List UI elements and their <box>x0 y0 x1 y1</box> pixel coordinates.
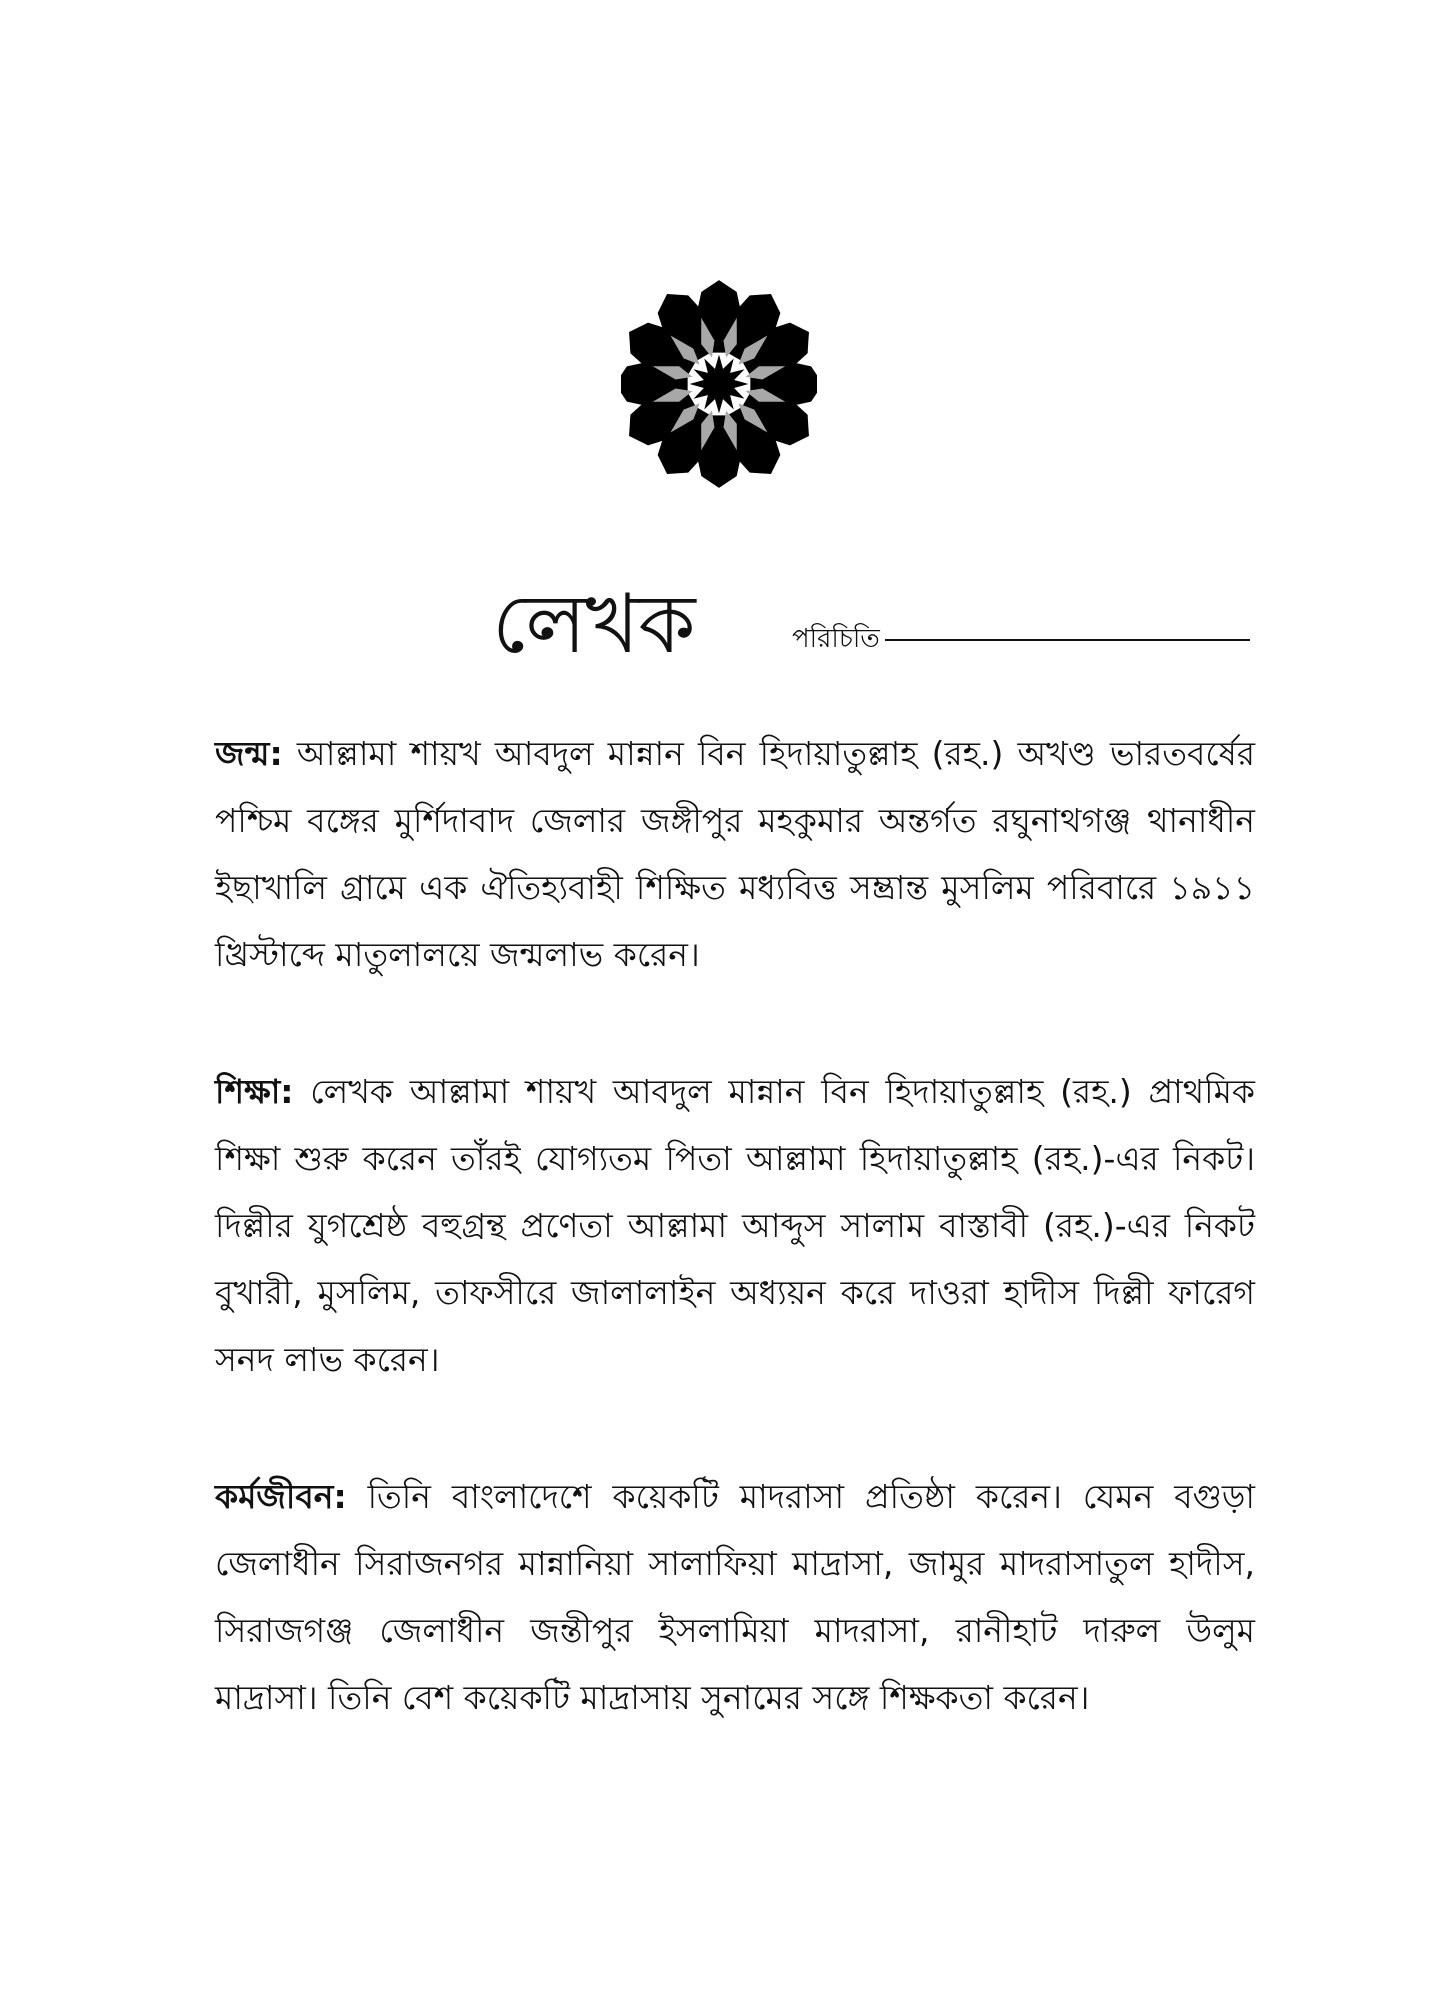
education-text: লেখক আল্লামা শায়খ আবদুল মান্নান বিন হিদায়াতুল্লাহ (রহ.) প্রাথমিক শিক্ষা শুরু করেন তাঁরই যোগ্যতম পিতা আল্লামা হিদায়াতুল্লাহ (রহ.)-এর নিকট। দিল্লীর যুগশ্রেষ্ঠ বহুগ্রন্থ প্রণেতা আল্লামা আব্দুস সালাম বাস্তাবী (রহ.)-এর নিকট বুখারী, মুসলিম, তাফসীরে জালালাইন অধ্যয়ন করে দাওরা হাদীস দিল্লী ফারেগ সনদ লাভ করেন। <box>215 1072 1255 1379</box>
islamic-rosette-ornament <box>621 268 817 500</box>
career-label: কর্মজীবন: <box>215 1477 347 1516</box>
heading-underline <box>885 639 1250 641</box>
education-label: শিক্ষা: <box>215 1072 294 1111</box>
heading-subtitle: পরিচিতি <box>792 624 880 654</box>
birth-text: আল্লামা শায়খ আবদুল মান্নান বিন হিদায়াতুল্লাহ (রহ.) অখণ্ড ভারতবর্ষের পশ্চিম বঙ্গের মুর্শিদাবাদ জেলার জঙ্গীপুর মহকুমার অন্তর্গত রঘুনাথগঞ্জ থানাধীন ইছাখালি গ্রামে এক ঐতিহ্যবাহী শিক্ষিত মধ্যবিত্ত সম্ভ্রান্ত মুসলিম পরিবারে ১৯১১ খ্রিস্টাব্দে মাতুলালয়ে জন্মলাভ করেন। <box>215 734 1255 974</box>
career-text: তিনি বাংলাদেশে কয়েকটি মাদরাসা প্রতিষ্ঠা করেন। যেমন বগুড়া জেলাধীন সিরাজনগর মান্নানিয়া সালাফিয়া মাদ্রাসা, জামুর মাদরাসাতুল হাদীস, সিরাজগঞ্জ জেলাধীন জন্তীপুর ইসলামিয়া মাদরাসা, রানীহাট দারুল উলুম মাদ্রাসা। তিনি বেশ কয়েকটি মাদ্রাসায় সুনামের সঙ্গে শিক্ষকতা করেন। <box>215 1477 1255 1717</box>
author-bio <box>215 720 1255 1801</box>
career-paragraph <box>215 1463 1255 1731</box>
birth-paragraph <box>215 720 1255 988</box>
heading-title: লেখক <box>492 577 695 672</box>
birth-label: জন্ম: <box>215 734 283 773</box>
section-heading <box>0 575 1434 685</box>
education-paragraph <box>215 1058 1255 1393</box>
